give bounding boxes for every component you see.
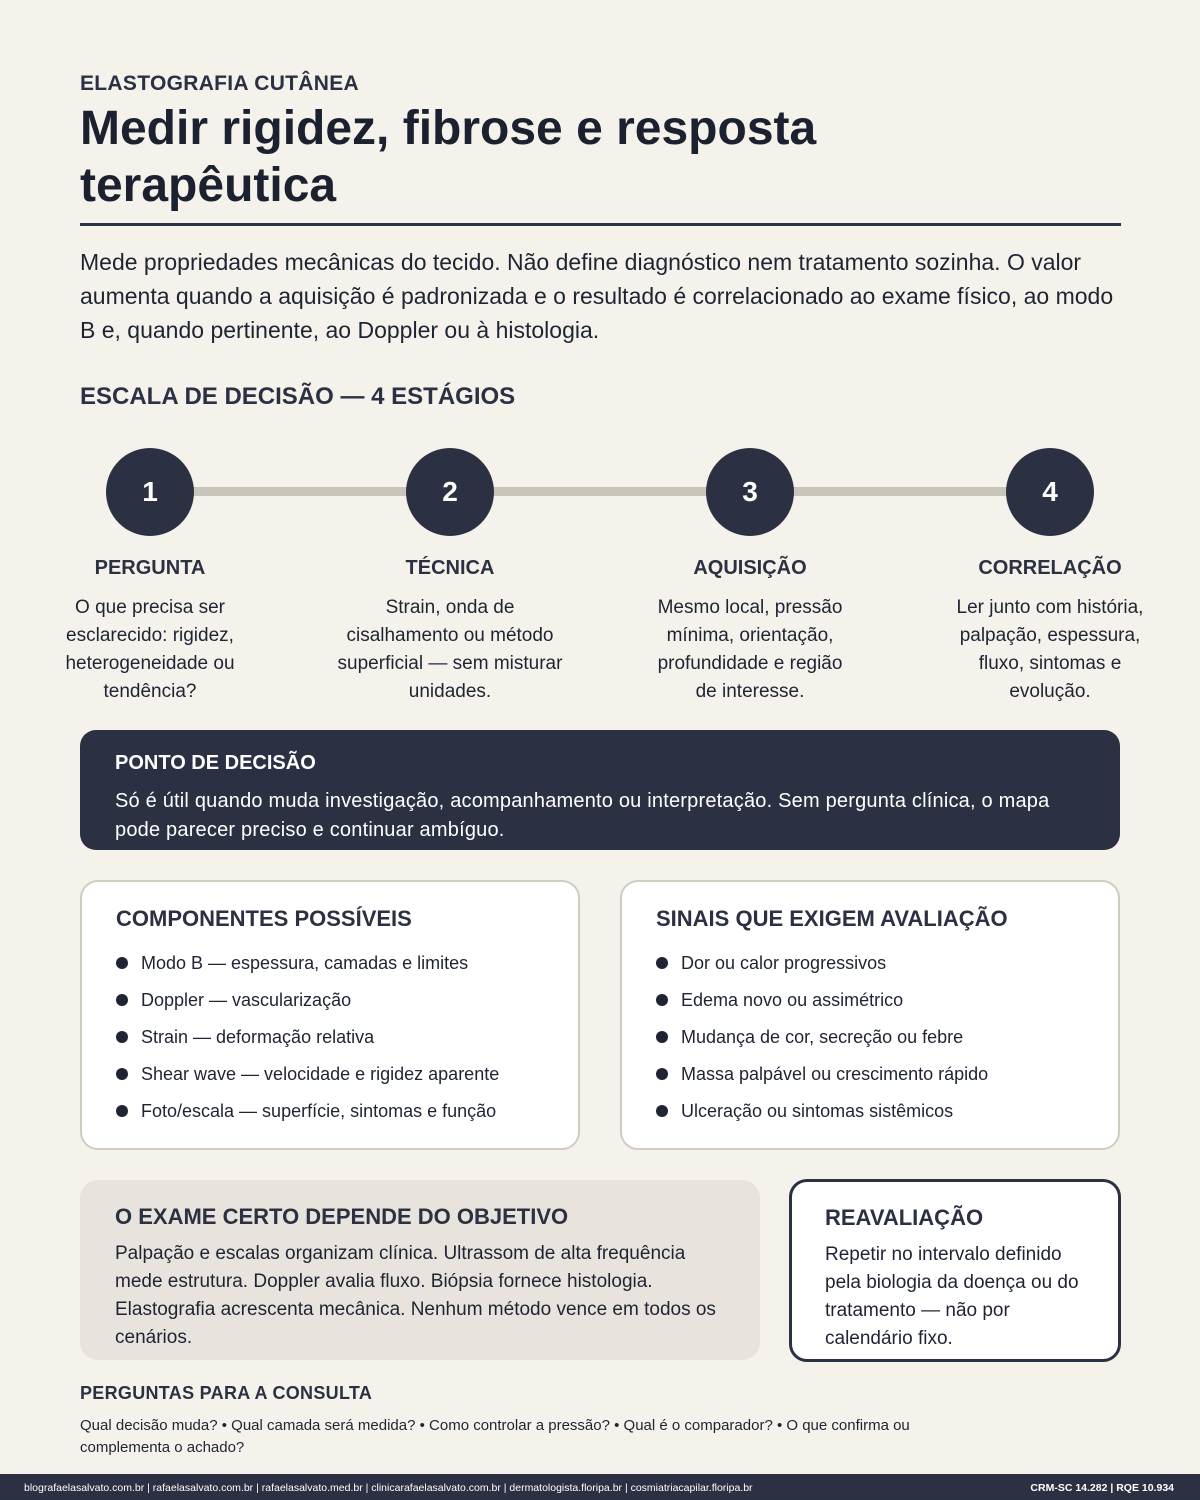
list-item-text: Ulceração ou sintomas sistêmicos: [681, 1101, 954, 1121]
title-divider: [80, 223, 1121, 226]
list-item: [656, 1063, 1084, 1100]
decision-text: Só é útil quando muda investigação, acompanhamento ou interpretação. Sem pergunta clínica, o mapa pode parecer preciso e continuar ambíguo.: [115, 790, 1050, 841]
bullet-icon: [116, 994, 128, 1006]
decision-callout: [80, 730, 1120, 850]
reevaluation-title: REAVALIAÇÃO: [825, 1205, 984, 1230]
decision-title: PONTO DE DECISÃO: [115, 752, 316, 774]
page-title: Medir rigidez, fibrose e resposta terapêutica: [80, 102, 817, 212]
stage-track: [150, 487, 1050, 496]
stage-4-description: Ler junto com história, palpação, espessura, fluxo, sintomas e evolução.: [956, 597, 1144, 702]
footer-credentials: CRM-SC 14.282 | RQE 10.934: [1030, 1482, 1174, 1494]
components-list: [116, 952, 544, 1137]
bullet-icon: [116, 1031, 128, 1043]
list-item-text: Edema novo ou assimétrico: [681, 990, 904, 1010]
objective-text: Palpação e escalas organizam clínica. Ultrassom de alta frequência mede estrutura. Doppler avalia fluxo. Biópsia fornece histologia. Elastografia acrescenta mecânica. Nenhum método vence em todos os cenários.: [115, 1243, 716, 1348]
list-item: [116, 1100, 544, 1137]
list-item-text: Modo B — espessura, camadas e limites: [141, 953, 469, 973]
stage-3-description: Mesmo local, pressão mínima, orientação, profundidade e região de interesse.: [657, 597, 843, 702]
objective-panel: [80, 1180, 760, 1360]
signals-list: [656, 952, 1084, 1137]
components-card: [80, 880, 580, 1150]
stage-2-description: Strain, onda de cisalhamento ou método superficial — sem misturar unidades.: [337, 597, 563, 702]
stage-1-title: PERGUNTA: [94, 557, 206, 579]
stage-3-title: AQUISIÇÃO: [693, 557, 807, 579]
scale-title: ESCALA DE DECISÃO — 4 ESTÁGIOS: [80, 383, 516, 410]
list-item-text: Massa palpável ou crescimento rápido: [681, 1064, 989, 1084]
bullet-icon: [656, 957, 668, 969]
objective-title: O EXAME CERTO DEPENDE DO OBJETIVO: [115, 1204, 569, 1229]
signals-card: [620, 880, 1120, 1150]
stage-2-title: TÉCNICA: [405, 557, 495, 579]
list-item: [656, 1026, 1084, 1063]
list-item: [656, 989, 1084, 1026]
list-item: [116, 1063, 544, 1100]
questions-text: Qual decisão muda? • Qual camada será medida? • Como controlar a pressão? • Qual é o comparador? • O que confirma ou complementa o achado?: [80, 1417, 910, 1456]
list-item: [656, 1100, 1084, 1137]
list-item-text: Mudança de cor, secreção ou febre: [681, 1027, 964, 1047]
list-item: [116, 1026, 544, 1063]
list-item: [116, 952, 544, 989]
signals-title: SINAIS QUE EXIGEM AVALIAÇÃO: [656, 906, 1008, 931]
stage-2-number: 2: [406, 448, 494, 536]
bullet-icon: [116, 1068, 128, 1080]
stage-1-number: 1: [106, 448, 194, 536]
footer-links: blografaelasalvato.com.br | rafaelasalvato.com.br | rafaelasalvato.med.br | clinicarafaelasalvato.com.br | dermatologista.floripa.br | cosmiatriacapilar.floripa.br: [24, 1482, 753, 1494]
stage-1-description: O que precisa ser esclarecido: rigidez, heterogeneidade ou tendência?: [65, 597, 235, 702]
list-item: [656, 952, 1084, 989]
bullet-icon: [656, 994, 668, 1006]
bullet-icon: [656, 1031, 668, 1043]
bullet-icon: [656, 1105, 668, 1117]
footer-bar: [0, 1474, 1200, 1500]
kicker: ELASTOGRAFIA CUTÂNEA: [80, 72, 359, 95]
list-item-text: Dor ou calor progressivos: [681, 953, 887, 973]
components-title: COMPONENTES POSSÍVEIS: [116, 906, 412, 931]
reevaluation-panel: [789, 1179, 1121, 1362]
questions-title: PERGUNTAS PARA A CONSULTA: [80, 1383, 373, 1403]
list-item-text: Strain — deformação relativa: [141, 1027, 375, 1047]
bullet-icon: [116, 957, 128, 969]
stage-4-title: CORRELAÇÃO: [978, 557, 1122, 579]
reevaluation-text: Repetir no intervalo definido pela biologia da doença ou do tratamento — não por calendário fixo.: [825, 1244, 1079, 1349]
list-item: [116, 989, 544, 1026]
bullet-icon: [116, 1105, 128, 1117]
stage-4-number: 4: [1006, 448, 1094, 536]
list-item-text: Foto/escala — superfície, sintomas e função: [141, 1101, 497, 1121]
list-item-text: Shear wave — velocidade e rigidez aparente: [141, 1064, 500, 1084]
bullet-icon: [656, 1068, 668, 1080]
intro-paragraph: Mede propriedades mecânicas do tecido. Não define diagnóstico nem tratamento sozinha. O valor aumenta quando a aquisição é padronizada e o resultado é correlacionado ao exame físico, ao modo B e, quando pertinente, ao Doppler ou à histologia.: [80, 249, 1114, 343]
list-item-text: Doppler — vascularização: [141, 990, 352, 1010]
stage-3-number: 3: [706, 448, 794, 536]
